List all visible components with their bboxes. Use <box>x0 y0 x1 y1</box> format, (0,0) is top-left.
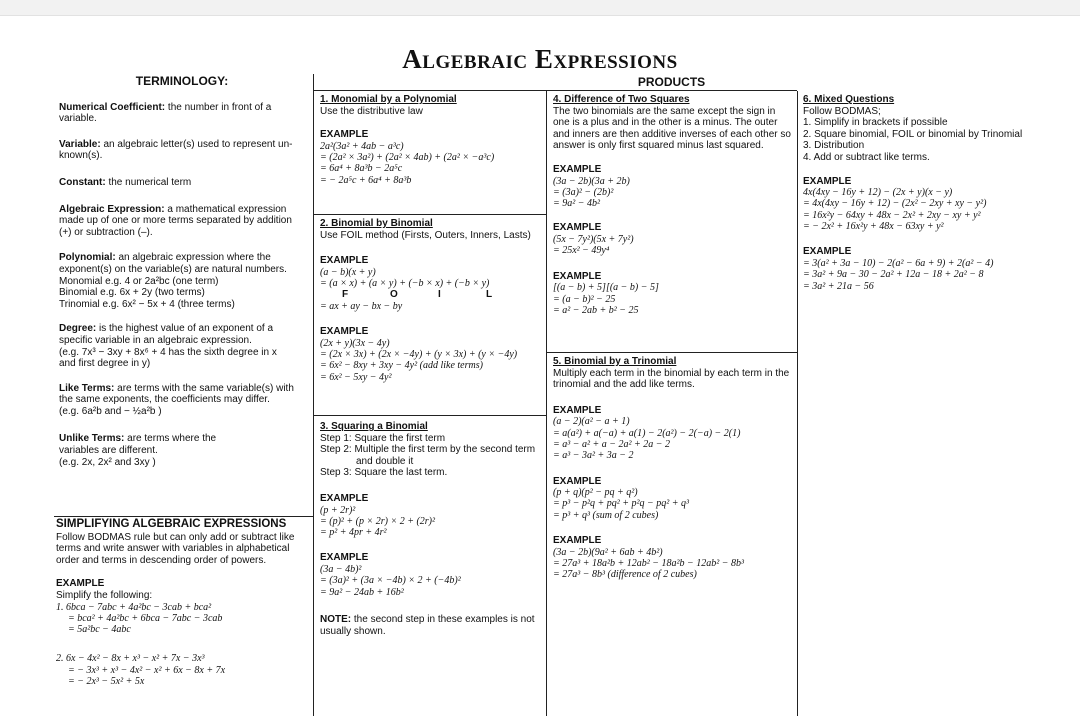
example-label: EXAMPLE <box>553 163 602 175</box>
example-label: EXAMPLE <box>803 175 852 187</box>
s3-step2: Step 2: Multiple the first term by the second term <box>320 444 536 456</box>
term-variable <box>59 139 305 162</box>
simplifying-text: Follow BODMAS rule but can only add or subtract like terms and write answer with variables in alphabetical order and terms in descending order of powers. <box>56 531 295 566</box>
s6-ex2-line1: = 3(a² + 3a − 10) − 2(a² − 6a + 9) + 2(a² − 4) <box>803 257 994 269</box>
term-text: a mathematical expression made up of one or more terms separated by addition (+) or subtraction (–). <box>59 203 292 238</box>
s6-text-line3: 2. Square binomial, FOIL or binomial by Trinomial <box>803 128 1023 140</box>
divider-col3 <box>797 91 798 716</box>
example-label: EXAMPLE <box>803 246 852 258</box>
s6-heading: 6. Mixed Questions <box>803 94 895 105</box>
s5-ex3-line1: (3a − 2b)(9a² + 6ab + 4b²) <box>553 546 663 558</box>
foil-l: L <box>486 289 493 301</box>
polynomial-example-monomial: Monomial e.g. 4 or 2a²bc (one term) <box>59 275 219 287</box>
s3-ex1-line1: (p + 2r)² <box>320 504 356 516</box>
s1-text: Use the distributive law <box>320 105 423 117</box>
s6-ex2-line2: = 3a² + 9a − 30 − 2a² + 12a − 18 + 2a² − 8 <box>803 269 984 281</box>
s2-text: Use FOIL method (Firsts, Outers, Inners, Lasts) <box>320 229 531 241</box>
s4-heading: 4. Difference of Two Squares <box>553 94 690 105</box>
s5-ex2-line2: = p³ − p²q + pq² + p²q − pq² + q³ <box>553 498 689 510</box>
simplify-ex2-line1: 2. 6x − 4x² − 8x + x³ − x² + 7x − 3x³ <box>56 653 205 665</box>
note-label: NOTE: <box>320 613 352 625</box>
term-degree <box>59 323 305 346</box>
s5-ex1-line2: = a(a²) + a(−a) + a(1) − 2(a²) − 2(−a) − 2(1) <box>553 427 741 439</box>
term-text: the number in front of a variable. <box>59 101 272 125</box>
term-text: are terms where the variables are different. <box>59 433 217 457</box>
term-label: Like Terms: <box>59 382 115 394</box>
term-unlike-terms <box>59 433 234 456</box>
foil-o: O <box>390 289 398 301</box>
unlike-terms-example: (e.g. 2x, 2x² and 3xy ) <box>59 456 156 468</box>
s2-ex1-line3: = ax + ay − bx − by <box>320 300 403 312</box>
products-rule <box>313 90 797 91</box>
example-label: EXAMPLE <box>320 255 369 267</box>
rule-s2-s3 <box>313 415 546 416</box>
example-label: EXAMPLE <box>553 475 602 487</box>
polynomial-example-binomial: Binomial e.g. 6x + 2y (two terms) <box>59 287 205 299</box>
s6-ex1-line1: 4x(4xy − 16y + 12) − (2x + y)(x − y) <box>803 187 953 199</box>
s5-ex3-line2: = 27a³ + 18a²b + 12ab² − 18a²b − 12ab² − 8b³ <box>553 557 744 569</box>
section-monomial-by-polynomial <box>320 94 542 186</box>
s5-text: Multiply each term in the binomial by each term in the trinomial and the add like terms. <box>553 367 790 391</box>
s2-ex2-line1: (2x + y)(3x − 4y) <box>320 337 390 349</box>
example-label: EXAMPLE <box>553 222 602 234</box>
foil-labels <box>320 289 544 301</box>
term-label: Degree: <box>59 323 97 335</box>
term-text: are terms with the same variable(s) with the same exponents, the coefficients may differ. <box>59 382 294 406</box>
s2-ex2-line4: = 6x² − 5xy − 4y² <box>320 371 392 383</box>
divider-col1 <box>313 74 314 716</box>
example-label: EXAMPLE <box>56 578 105 590</box>
example-label: EXAMPLE <box>320 129 369 141</box>
term-label: Numerical Coefficient: <box>59 101 166 113</box>
term-label: Algebraic Expression: <box>59 203 165 215</box>
s6-ex2-line3: = 3a² + 21a − 56 <box>803 280 874 292</box>
s6-text-line5: 4. Add or subtract like terms. <box>803 151 930 163</box>
term-constant <box>59 177 305 189</box>
term-text: an algebraic letter(s) used to represent un-known(s). <box>59 138 293 162</box>
s1-line1: 2a²(3a² + 4ab − a³c) <box>320 140 404 152</box>
term-algebraic-expression <box>59 204 305 239</box>
s1-line4: = − 2a⁵c + 6a⁴ + 8a³b <box>320 174 412 186</box>
s4-ex1-line1: (3a − 2b)(3a + 2b) <box>553 175 630 187</box>
term-like-terms <box>59 383 305 406</box>
divider-col2 <box>546 91 547 716</box>
s4-text: The two binomials are the same except the sign in one is a plus and in the other is a minus. The outer and inners are then additive inverses of each other so answer is only first squared minus last squared. <box>553 105 791 152</box>
simplifying-heading: SIMPLIFYING ALGEBRAIC EXPRESSIONS <box>56 518 287 530</box>
foil-f: F <box>342 289 349 301</box>
term-polynomial <box>59 252 305 275</box>
section-difference-of-two-squares <box>553 94 791 316</box>
degree-example-line1: (e.g. 7x³ − 3xy + 8x⁶ + 4 has the sixth degree in x <box>59 346 277 358</box>
s4-ex1-line3: = 9a² − 4b² <box>553 198 600 210</box>
term-text: is the highest value of an exponent of a specific variable in an algebraic expression. <box>59 323 274 346</box>
simplify-ex1-line2: = bca² + 4a²bc + 6bca − 7abc − 3cab <box>68 612 223 624</box>
s5-ex1-line4: = a³ − 3a² + 3a − 2 <box>553 450 634 462</box>
simplifying-section <box>56 519 308 687</box>
s4-ex2-line2: = 25x² − 49y⁴ <box>553 245 610 257</box>
s4-ex3-line1: [(a − b) + 5][(a − b) − 5] <box>553 282 659 294</box>
s5-ex3-line3: = 27a³ − 8b³ (difference of 2 cubes) <box>553 569 697 581</box>
s6-ex1-line4: = − 2x² + 16x²y + 48x − 63xy + y² <box>803 221 944 233</box>
s6-ex1-line2: = 4x(4xy − 16y + 12) − (2x² − 2xy + xy − y²) <box>803 198 987 210</box>
s2-ex2-line2: = (2x × 3x) + (2x × −4y) + (y × 3x) + (y × −4y) <box>320 349 518 361</box>
page-title: Algebraic Expressions <box>402 44 678 74</box>
s2-ex1-line1: (a − b)(x + y) <box>320 266 376 278</box>
s2-ex1-line2: = (a × x) + (a × y) + (−b × x) + (−b × y) <box>320 278 490 290</box>
s2-ex2-line3: = 6x² − 8xy + 3xy − 4y² (add like terms) <box>320 360 483 372</box>
example-label: EXAMPLE <box>320 552 369 564</box>
s6-text-line2: 1. Simplify in brackets if possible <box>803 117 948 129</box>
s3-heading: 3. Squaring a Binomial <box>320 421 428 432</box>
s6-ex1-line3: = 16x²y − 64xy + 48x − 2x² + 2xy − xy + y² <box>803 209 981 221</box>
s3-ex1-line2: = (p)² + (p × 2r) × 2 + (2r)² <box>320 515 435 527</box>
s5-heading: 5. Binomial by a Trinomial <box>553 356 677 367</box>
foil-i: I <box>438 289 441 301</box>
section-mixed-questions <box>803 94 1075 292</box>
example-label: EXAMPLE <box>320 326 369 338</box>
simplify-ex2-line3: = − 2x³ − 5x² + 5x <box>68 676 145 688</box>
s1-line2: = (2a² × 3a²) + (2a² × 4ab) + (2a² × −a³c) <box>320 152 495 164</box>
terminology-heading: TERMINOLOGY: <box>135 74 229 88</box>
example-label: EXAMPLE <box>553 404 602 416</box>
s3-note <box>320 614 544 637</box>
section-squaring-a-binomial <box>320 421 544 637</box>
s4-ex1-line2: = (3a)² − (2b)² <box>553 186 614 198</box>
term-label: Polynomial: <box>59 252 116 264</box>
s1-line3: = 6a⁴ + 8a³b − 2a⁵c <box>320 163 403 175</box>
products-heading: PRODUCTS <box>637 75 706 89</box>
s5-ex2-line1: (p + q)(p² − pq + q²) <box>553 487 638 499</box>
example-label: EXAMPLE <box>553 535 602 547</box>
browser-top-bar <box>0 0 1080 16</box>
simplify-ex1-line3: = 5a²bc − 4abc <box>68 624 131 636</box>
s3-ex2-line1: (3a − 4b)² <box>320 564 362 576</box>
s5-ex1-line1: (a − 2)(a² − a + 1) <box>553 416 630 428</box>
example-label: EXAMPLE <box>320 492 369 504</box>
s5-ex2-line3: = p³ + q³ (sum of 2 cubes) <box>553 509 659 521</box>
s6-text-line4: 3. Distribution <box>803 140 865 152</box>
polynomial-example-trinomial: Trinomial e.g. 6x² − 5x + 4 (three terms) <box>59 298 235 310</box>
simplify-ex2-line2: = − 3x³ + x³ − 4x² − x² + 6x − 8x + 7x <box>68 664 226 676</box>
s3-ex2-line3: = 9a² − 24ab + 16b² <box>320 586 404 598</box>
simplify-instruction: Simplify the following: <box>56 589 153 601</box>
s3-step3: Step 3: Square the last term. <box>320 467 448 479</box>
rule-simplifying <box>54 516 313 517</box>
term-label: Constant: <box>59 176 106 188</box>
s4-ex3-line2: = (a − b)² − 25 <box>553 293 616 305</box>
like-terms-example: (e.g. 6a²b and − ½a²b ) <box>59 405 162 417</box>
section-binomial-by-trinomial <box>553 356 793 581</box>
example-label: EXAMPLE <box>553 270 602 282</box>
terminology-column <box>59 76 305 468</box>
s3-ex1-line3: = p² + 4pr + 4r² <box>320 527 387 539</box>
term-label: Unlike Terms: <box>59 433 125 445</box>
s2-heading: 2. Binomial by Binomial <box>320 218 433 229</box>
section-binomial-by-binomial <box>320 218 544 383</box>
s3-step2-cont: and double it <box>356 455 414 467</box>
degree-example-line2: and first degree in y) <box>59 358 151 370</box>
s5-ex1-line3: = a³ − a² + a − 2a² + 2a − 2 <box>553 438 670 450</box>
s4-ex3-line3: = a² − 2ab + b² − 25 <box>553 304 639 316</box>
s3-step1: Step 1: Square the first term <box>320 432 446 444</box>
note-text: the second step in these examples is not usually shown. <box>320 613 535 637</box>
rule-s1-s2 <box>313 214 546 215</box>
term-text: the numerical term <box>105 176 192 188</box>
s4-ex2-line1: (5x − 7y²)(5x + 7y²) <box>553 234 634 246</box>
term-label: Variable: <box>59 138 101 150</box>
term-text: an algebraic expression where the exponent(s) on the variable(s) are natural numbers. <box>59 252 287 275</box>
rule-s4-s5 <box>546 352 797 353</box>
term-numerical-coefficient <box>59 102 305 125</box>
s1-heading: 1. Monomial by a Polynomial <box>320 94 457 105</box>
s6-text-line1: Follow BODMAS; <box>803 105 881 117</box>
simplify-ex1-line1: 1. 6bca − 7abc + 4a²bc − 3cab + bca² <box>56 601 212 613</box>
s3-ex2-line2: = (3a)² + (3a × −4b) × 2 + (−4b)² <box>320 575 461 587</box>
